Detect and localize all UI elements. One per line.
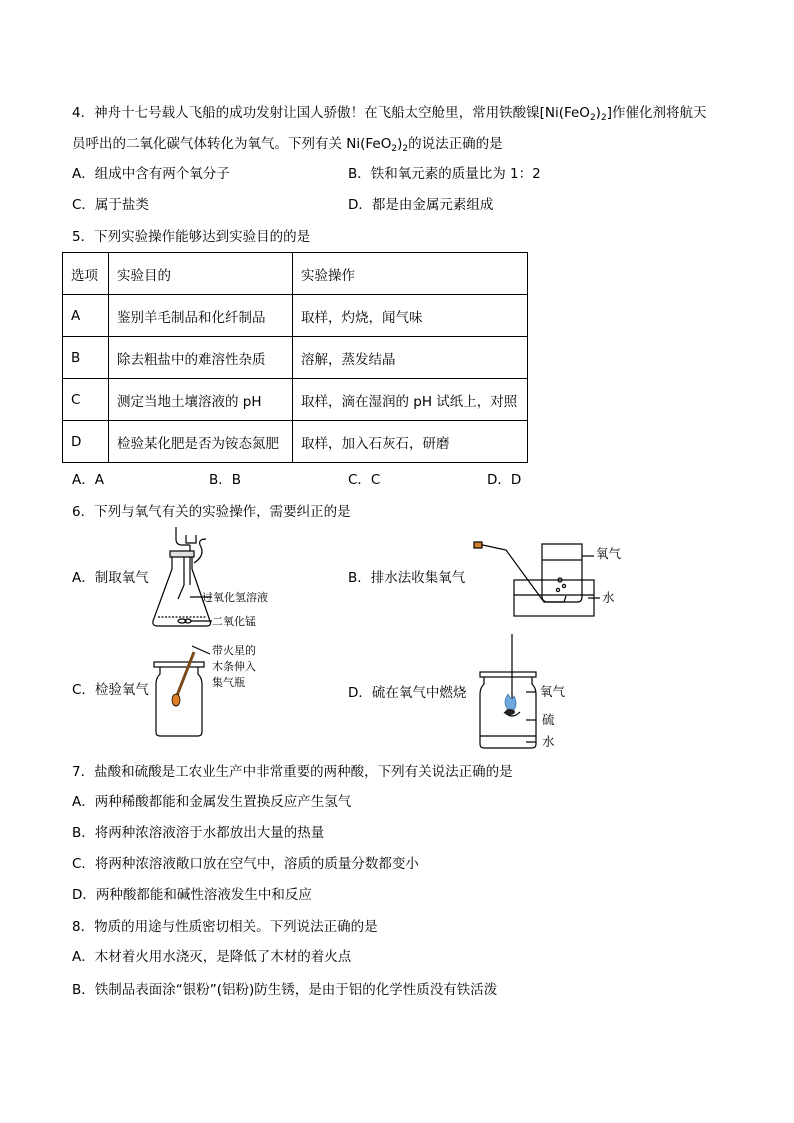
q5-option-a[interactable]: A．A xyxy=(72,472,104,488)
q8-option-a[interactable]: A．木材着火用水浇灭，是降低了木材的着火点 xyxy=(72,949,352,965)
q5-option-c[interactable]: C．C xyxy=(348,472,381,488)
fig-label-h2o2: 过氧化氢溶液 xyxy=(202,591,268,604)
q7-option-d[interactable]: D．两种酸都能和碱性溶液发生中和反应 xyxy=(72,887,312,903)
fig-label-mno2: 二氧化锰 xyxy=(212,615,256,628)
q7-stem: 7．盐酸和硫酸是工农业生产中非常重要的两种酸，下列有关说法正确的是 xyxy=(72,764,513,780)
q5-option-b[interactable]: B．B xyxy=(209,472,242,488)
cell-option: C xyxy=(63,379,109,421)
q6-option-a[interactable]: A．制取氧气 xyxy=(72,570,149,586)
fig-label-splint-2: 木条伸入 xyxy=(212,660,256,673)
fig-label-splint-1: 带火星的 xyxy=(212,644,256,657)
cell-purpose: 检验某化肥是否为铵态氮肥 xyxy=(109,421,293,463)
q8-stem: 8．物质的用途与性质密切相关。下列说法正确的是 xyxy=(72,919,378,935)
sulfur-burning-figure xyxy=(470,632,590,752)
table-row xyxy=(63,379,528,421)
q5-table xyxy=(62,252,528,463)
q4-option-c[interactable]: C．属于盐类 xyxy=(72,197,149,213)
q4-stem-line1: 4．神舟十七号载人飞船的成功发射让国人骄傲！在飞船太空舱里，常用铁酸镍$[Ni(FeO_2)_2]$作催化剂将航天 xyxy=(72,105,707,123)
cell-purpose: 测定当地土壤溶液的 pH xyxy=(109,379,293,421)
table-header-row xyxy=(63,253,528,295)
q4-option-b[interactable]: B．铁和氧元素的质量比为 1：2 xyxy=(348,166,541,182)
water-collection-figure xyxy=(470,540,640,620)
cell-operation: 取样，灼烧，闻气味 xyxy=(293,295,528,337)
cell-operation: 溶解，蒸发结晶 xyxy=(293,337,528,379)
q6-option-c[interactable]: C．检验氧气 xyxy=(72,682,149,698)
cell-option: D xyxy=(63,421,109,463)
fig-label-water: 水 xyxy=(542,734,555,749)
q6-option-d[interactable]: D．硫在氧气中燃烧 xyxy=(348,685,467,701)
header-operation: 实验操作 xyxy=(293,253,528,295)
cell-operation: 取样，滴在湿润的 pH 试纸上，对照 xyxy=(293,379,528,421)
fig-label-water: 水 xyxy=(602,590,615,605)
fig-label-sulfur: 硫 xyxy=(542,712,555,727)
q5-stem: 5．下列实验操作能够达到实验目的的是 xyxy=(72,229,311,245)
header-option: 选项 xyxy=(63,253,109,295)
q6-stem: 6．下列与氧气有关的实验操作，需要纠正的是 xyxy=(72,504,351,520)
header-purpose: 实验目的 xyxy=(109,253,293,295)
table-row xyxy=(63,295,528,337)
flask-apparatus-figure xyxy=(150,525,280,635)
fig-label-oxygen: 氧气 xyxy=(540,684,566,699)
q8-option-b[interactable]: B．铁制品表面涂“银粉”(铝粉)防生锈，是由于铝的化学性质没有铁活泼 xyxy=(72,982,498,998)
q5-option-d[interactable]: D．D xyxy=(487,472,522,488)
q4-stem-line2: 员呼出的二氧化碳气体转化为氧气。下列有关 $Ni(FeO_2)_2$的说法正确的是 xyxy=(72,136,503,154)
oxygen-test-figure xyxy=(150,640,280,740)
cell-purpose: 除去粗盐中的难溶性杂质 xyxy=(109,337,293,379)
q4-option-d[interactable]: D．都是由金属元素组成 xyxy=(348,197,494,213)
table-row xyxy=(63,337,528,379)
q4-option-a[interactable]: A．组成中含有两个氧分子 xyxy=(72,166,230,182)
q6-option-b[interactable]: B．排水法收集氧气 xyxy=(348,570,466,586)
cell-operation: 取样，加入石灰石，研磨 xyxy=(293,421,528,463)
table-row xyxy=(63,421,528,463)
q7-option-b[interactable]: B．将两种浓溶液溶于水都放出大量的热量 xyxy=(72,825,325,841)
cell-purpose: 鉴别羊毛制品和化纤制品 xyxy=(109,295,293,337)
cell-option: B xyxy=(63,337,109,379)
fig-label-oxygen: 氧气 xyxy=(596,546,622,561)
q7-option-c[interactable]: C．将两种浓溶液敞口放在空气中，溶质的质量分数都变小 xyxy=(72,856,419,872)
q7-option-a[interactable]: A．两种稀酸都能和金属发生置换反应产生氢气 xyxy=(72,794,352,810)
cell-option: A xyxy=(63,295,109,337)
fig-label-splint-3: 集气瓶 xyxy=(212,676,245,689)
